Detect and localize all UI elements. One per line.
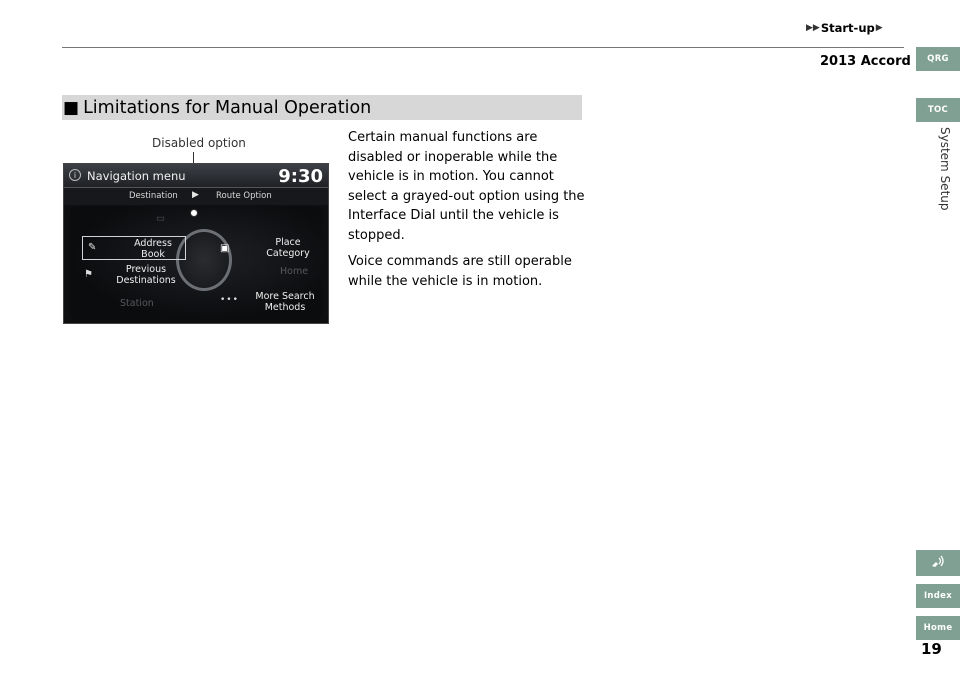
disabled-station-option: Station — [120, 298, 154, 309]
home-tab[interactable]: Home — [916, 616, 960, 640]
nav-menu-title: Navigation menu — [87, 169, 186, 183]
page-number: 19 — [921, 640, 942, 658]
header-rule — [62, 47, 904, 48]
breadcrumb-arrow-icon: ▶▶ — [806, 23, 820, 33]
nav-menu-body — [70, 206, 322, 320]
address-book-icon: ✎ — [88, 242, 97, 253]
section-heading-text: Limitations for Manual Operation — [83, 97, 372, 118]
breadcrumb-arrow-icon: ▶ — [875, 23, 883, 33]
previous-destinations-option: Previous Destinations — [116, 264, 176, 286]
place-category-icon: ▣ — [220, 243, 230, 254]
tab-arrow-icon: ▶ — [192, 190, 199, 200]
body-paragraph: Voice commands are still operable while the vehicle is in motion. — [348, 254, 572, 289]
nav-clock: 9:30 — [278, 166, 323, 187]
callout-marker — [190, 209, 198, 217]
heading-bullet-icon: ■ — [63, 97, 80, 118]
figure-callout: Disabled option — [152, 136, 246, 150]
chapter-label: System Setup — [938, 127, 952, 211]
navigation-menu-screenshot — [63, 163, 329, 324]
body-text — [348, 128, 588, 298]
disabled-home-option: Home — [280, 266, 309, 277]
model-title: 2013 Accord — [820, 54, 911, 69]
qrg-tab[interactable]: QRG — [916, 47, 960, 71]
nav-tab-route-option: Route Option — [216, 191, 272, 201]
nav-tab-bar — [64, 188, 328, 205]
place-category-option: Place Category — [266, 237, 310, 259]
breadcrumb[interactable] — [806, 21, 883, 35]
address-book-option — [82, 236, 186, 260]
more-dots-icon: ••• — [220, 295, 239, 305]
disabled-option-icon: ▭ — [156, 213, 165, 224]
index-tab[interactable]: Index — [916, 584, 960, 608]
voice-command-tab[interactable] — [916, 550, 960, 576]
more-search-methods-option: More Search Methods — [255, 291, 315, 313]
body-paragraph: Certain manual functions are disabled or inoperable while the vehicle is in motion. You cannot select a grayed-out option using the Interface Dial until the vehicle is stopped. — [348, 130, 585, 243]
address-book-label: Address Book — [134, 238, 172, 260]
section-heading — [62, 95, 582, 120]
info-icon: i — [69, 169, 81, 181]
voice-command-icon — [929, 555, 947, 571]
nav-title-bar — [64, 164, 328, 188]
breadcrumb-label[interactable]: Start-up — [820, 21, 875, 35]
nav-tab-destination: Destination — [129, 191, 178, 201]
toc-tab[interactable]: TOC — [916, 98, 960, 122]
checkered-flag-icon: ⚑ — [84, 269, 93, 280]
